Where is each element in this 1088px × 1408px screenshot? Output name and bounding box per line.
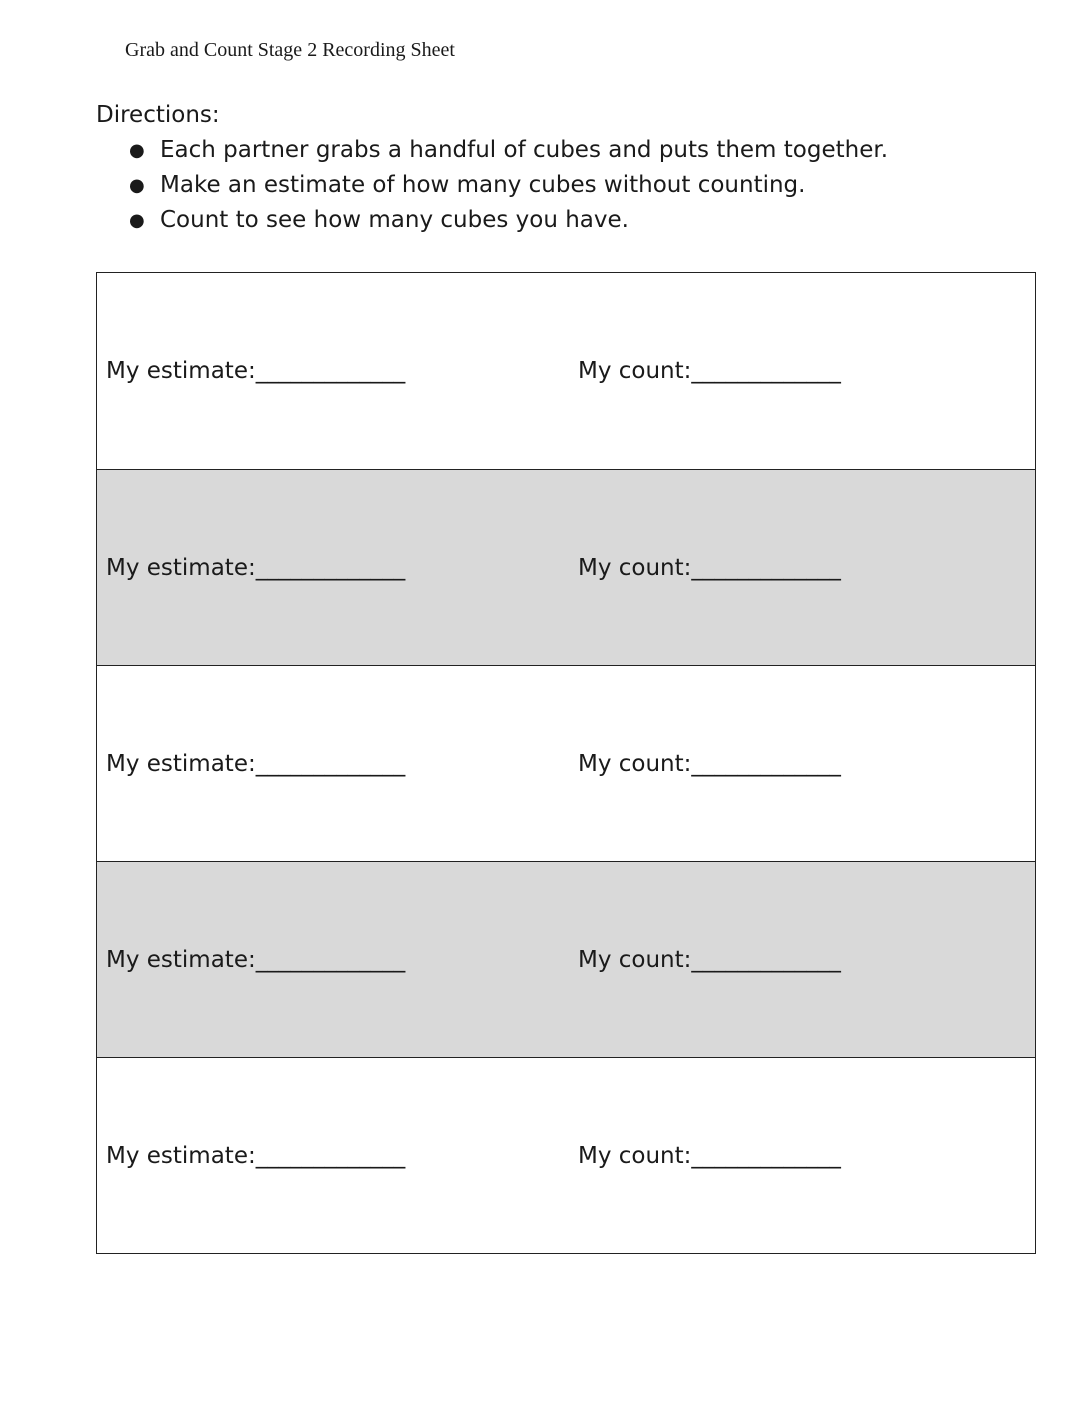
count-field[interactable]: My count:_____________ xyxy=(578,358,841,384)
count-field[interactable]: My count:_____________ xyxy=(578,751,841,777)
table-row xyxy=(97,1057,1035,1253)
directions-heading: Directions: xyxy=(96,102,220,128)
direction-text: Each partner grabs a handful of cubes and puts them together. xyxy=(160,137,889,163)
direction-text: Count to see how many cubes you have. xyxy=(160,207,629,233)
directions-section xyxy=(96,98,888,238)
estimate-field[interactable]: My estimate:_____________ xyxy=(106,751,406,777)
table-row xyxy=(97,665,1035,861)
count-field[interactable]: My count:_____________ xyxy=(578,555,841,581)
bullet-icon: ● xyxy=(129,210,145,231)
direction-item-estimate xyxy=(96,168,888,203)
estimate-field[interactable]: My estimate:_____________ xyxy=(106,1143,406,1169)
count-field[interactable]: My count:_____________ xyxy=(578,1143,841,1169)
count-field[interactable]: My count:_____________ xyxy=(578,947,841,973)
direction-text: Make an estimate of how many cubes without counting. xyxy=(160,172,806,198)
table-row xyxy=(97,861,1035,1057)
page-title: Grab and Count Stage 2 Recording Sheet xyxy=(125,39,455,61)
estimate-field[interactable]: My estimate:_____________ xyxy=(106,947,406,973)
estimate-field[interactable]: My estimate:_____________ xyxy=(106,555,406,581)
table-row xyxy=(97,469,1035,665)
recording-table xyxy=(96,272,1036,1254)
direction-item-grab xyxy=(96,133,888,168)
direction-item-count xyxy=(96,203,888,238)
bullet-icon: ● xyxy=(129,175,145,196)
bullet-icon: ● xyxy=(129,140,145,161)
estimate-field[interactable]: My estimate:_____________ xyxy=(106,358,406,384)
table-row xyxy=(97,273,1035,469)
directions-list xyxy=(96,133,888,238)
